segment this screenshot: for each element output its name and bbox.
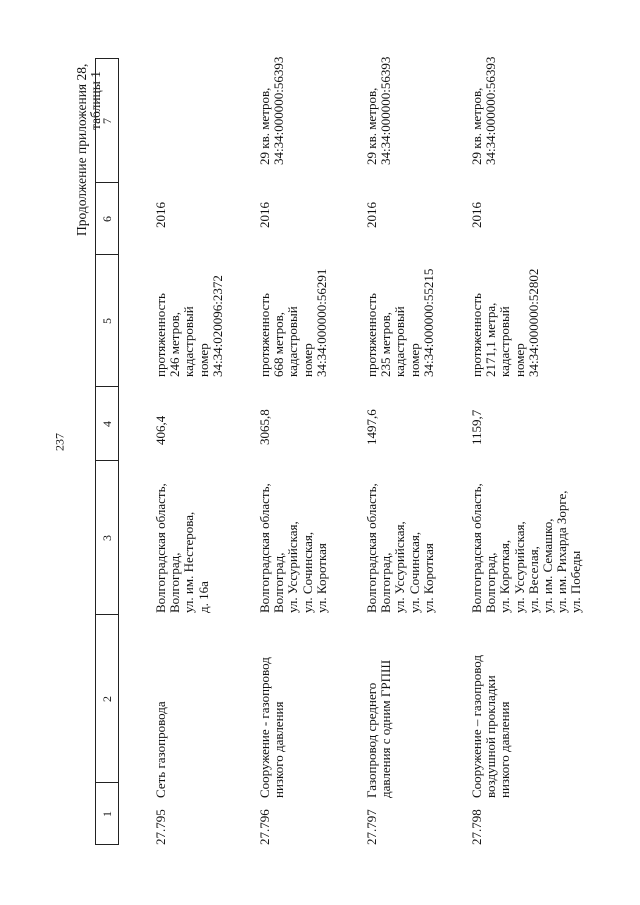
header-bottom-border xyxy=(118,58,119,845)
object-year: 2016 xyxy=(364,202,379,228)
column-header-4: 4 xyxy=(100,421,114,427)
column-header-3: 3 xyxy=(100,535,114,541)
column-header-6: 6 xyxy=(100,216,114,222)
object-address: Волгоградская область, Волгоград, ул. Уссурийская, ул. Сочинская, ул. Короткая xyxy=(257,483,329,613)
object-characteristics: протяженность 246 метров, кадастровый номер 34:34:020096:2372 xyxy=(153,275,225,377)
object-address: Волгоградская область, Волгоград, ул. Уссурийская, ул. Сочинская, ул. Короткая xyxy=(364,483,436,613)
object-value: 406,4 xyxy=(153,415,168,445)
object-name: Газопровод среднего давления с одним ГРПШ xyxy=(364,659,394,798)
row-number: 27.797 xyxy=(364,809,379,845)
column-header-2: 2 xyxy=(100,696,114,702)
column-header-5: 5 xyxy=(100,318,114,324)
land-info: 29 кв. метров, 34:34:000000:56393 xyxy=(469,56,499,165)
row-number: 27.796 xyxy=(257,809,272,845)
object-value: 1159,7 xyxy=(469,409,484,445)
object-name: Сеть газопровода xyxy=(153,701,168,798)
land-info: 29 кв. метров, 34:34:000000:56393 xyxy=(257,56,287,165)
object-characteristics: протяженность 2171,1 метра, кадастровый номер 34:34:000000:52802 xyxy=(469,268,541,377)
column-header-7: 7 xyxy=(100,118,114,124)
object-name: Сооружение – газопровод воздушной прокладки низкого давления xyxy=(469,655,513,798)
land-info: 29 кв. метров, 34:34:000000:56393 xyxy=(364,56,394,165)
rotated-table xyxy=(95,58,640,845)
object-value: 3065,8 xyxy=(257,409,272,445)
object-address: Волгоградская область, Волгоград, ул. Короткая, ул. Уссурийская, ул. Веселая, ул. им. Семашко, ул. им. Рихарда Зорге, ул. Победы xyxy=(469,483,584,613)
object-name: Сооружение - газопровод низкого давления xyxy=(257,657,287,798)
row-number: 27.798 xyxy=(469,809,484,845)
object-year: 2016 xyxy=(469,202,484,228)
header-top-border xyxy=(95,58,96,845)
row-number: 27.795 xyxy=(153,809,168,845)
page-number: 237 xyxy=(52,433,67,451)
object-characteristics: протяженность 668 метров, кадастровый номер 34:34:000000:56291 xyxy=(257,268,329,377)
caption-line-1: Продолжение приложения 28, xyxy=(74,63,89,236)
object-characteristics: протяженность 235 метров, кадастровый номер 34:34:000000:55215 xyxy=(364,268,436,377)
caption-line-2: таблицы 1 xyxy=(88,71,103,130)
column-header-1: 1 xyxy=(100,811,114,817)
object-address: Волгоградская область, Волгоград, ул. им. Нестерова, д. 16а xyxy=(153,483,211,613)
object-year: 2016 xyxy=(153,202,168,228)
object-value: 1497,6 xyxy=(364,409,379,445)
object-year: 2016 xyxy=(257,202,272,228)
